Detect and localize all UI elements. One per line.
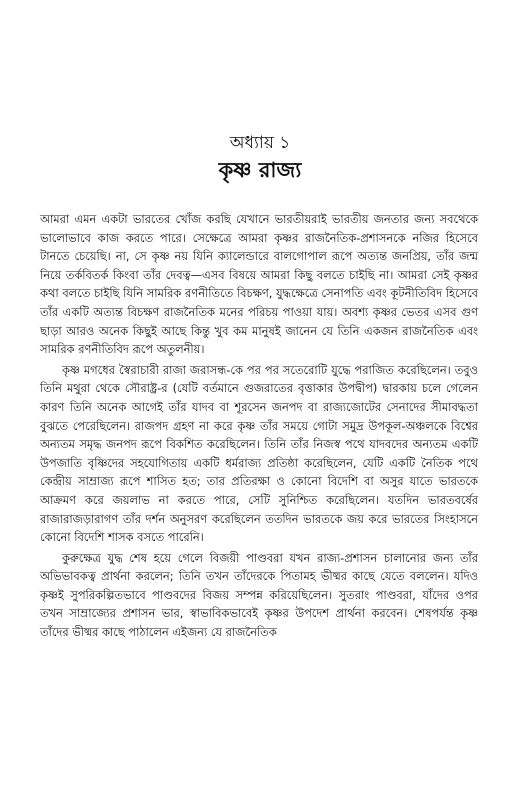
paragraph-1: আমরা এমন একটা ভারতের খোঁজ করছি যেখানে ভারতীয়রাই ভারতীয় জনতার জন্য সবথেকে ভালোভাবে কাজ করতে পারে। সেক্ষেত্রে আমরা কৃষ্ণর রাজনৈতিক-প্রশাসনকে নজির হিসেবে টানতে চেয়েছি। না, সে কৃষ্ণ নয় যিনি ক্যালেন্ডারে বালগোপাল রূপে অত্যন্ত জনপ্রিয়, তাঁর জন্ম নিয়ে তর্কবিতর্ক কিংবা তাঁর দেবত্ব—এসব বিষয়ে আমরা কিছু বলতে চাইছি না। আমরা সেই কৃষ্ণর কথা বলতে চাইছি যিনি সামরিক রণনীতিতে বিচক্ষণ, যুদ্ধক্ষেত্রে সেনাপতি এবং কূটনীতিবিদ হিসেবে তাঁর একটি অত্যন্ত বিচক্ষণ রাজনৈতিক মনের পরিচয় পাওয়া যায়। অবশ্য কৃষ্ণর ভেতর এসব গুণ ছাড়া আরও অনেক কিছুই আছে কিন্তু খুব কম মানুষই জানেন যে তিনি একজন রাজনৈতিক এবং সামরিক রণনীতিবিদ রূপে অতুলনীয়। <box>40 212 478 357</box>
chapter-body <box>40 210 478 644</box>
chapter-title: কৃষ্ণ রাজ্য <box>218 158 302 182</box>
paragraph-3: কুরুক্ষেত্র যুদ্ধ শেষ হয়ে গেলে বিজয়ী পাণ্ডবরা যখন রাজ্য-প্রশাসন চালানোর জন্য তাঁর অভিভাবকত্ব প্রার্থনা করলেন; তিনি তখন তাঁদেরকে পিতামহ ভীষ্মর কাছে যেতে বললেন। যদিও কৃষ্ণই সুপরিকল্পিতভাবে পাণ্ডবদের বিজয় সম্পন্ন করিয়েছিলেন। সুতরাং পাণ্ডবরা, যাঁদের ওপর তখন সাম্রাজ্যের প্রশাসন ভার, স্বাভাবিকভাবেই কৃষ্ণর উপদেশ প্রার্থনা করবেন। শেষপর্যন্ত কৃষ্ণ তাঁদের ভীষ্মর কাছে পাঠালেন এইজন্য যে রাজনৈতিক <box>40 550 478 640</box>
paragraph-2: কৃষ্ণ মগধের স্বৈরাচারী রাজা জরাসন্ধ-কে পর পর সতেরোটি যুদ্ধে পরাজিত করেছিলেন। তবুও তিনি মথুরা থেকে সৌরাষ্ট্র-র (যেটি বর্তমানে গুজরাতের বৃত্তাকার উপদ্বীপ) দ্বারকায় চলে গেলেন কারণ তিনি অনেক আগেই তাঁর যাদব বা শূরসেন জনপদ বা রাজ্যজোটের সেনাদের সীমাবদ্ধতা বুঝতে পেরেছিলেন। রাজপদ গ্রহণ না করে কৃষ্ণ তাঁর সময়ে গোটা সমুদ্র উপকূল-অঞ্চলকে বিশ্বের অন্যতম সমৃদ্ধ জনপদ রূপে বিকশিত করেছিলেন। তিনি তাঁর নিজস্ব পথে যাদবদের অন্যতম একটি উপজাতি বৃষ্ণিদের সহযোগিতায় একটি ধর্মরাজ্য প্রতিষ্ঠা করেছিলেন, যেটি একটি নৈতিক পথে কেন্দ্রীয় সাম্রাজ্য রূপে শাসিত হত; তার প্রতিরক্ষা ও কোনো বিদেশি বা অসুর যাতে ভারতকে আক্রমণ করে জয়লাভ না করতে পারে, সেটি সুনিশ্চিত করেছিলেন। যতদিন ভারতবর্ষের রাজারাজড়ারাগণ তাঁর দর্শন অনুসরণ করেছিলেন ততদিন ভারতকে জয় করে ভারতের সিংহাসনে কোনো বিদেশি শাসক বসতে পারেনি। <box>40 362 478 545</box>
chapter-header <box>0 132 520 184</box>
chapter-number: অধ্যায় ১ <box>229 133 291 153</box>
